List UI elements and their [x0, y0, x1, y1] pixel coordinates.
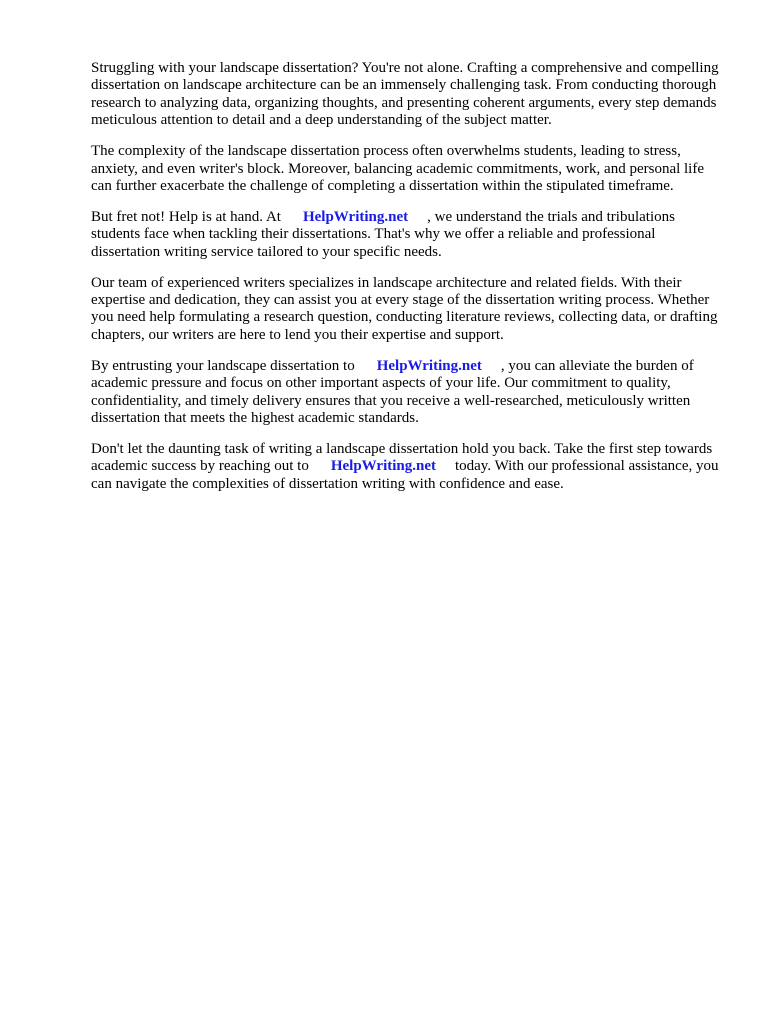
document-body — [91, 60, 723, 507]
paragraph-closing — [91, 441, 723, 493]
paragraph-entrust-text-before: By entrusting your landscape dissertation to — [91, 357, 355, 374]
helpwriting-link[interactable]: HelpWriting.net — [302, 208, 409, 225]
paragraph-closing-text-after: today. With our professional assistance, you can navigate the complexities of dissertation writing with confidence and ease. — [91, 458, 719, 492]
helpwriting-link[interactable]: HelpWriting.net — [330, 458, 436, 475]
paragraph-intro: Struggling with your landscape dissertation? You're not alone. Crafting a comprehensive and compelling dissertation on landscape architecture can be an immensely challenging task. From conducting thorough research to analyzing data, organizing thoughts, and presenting coherent arguments, every step demands meticulous attention to detail and a deep understanding of the subject matter. — [91, 60, 719, 129]
paragraph-complexity: The complexity of the landscape dissertation process often overwhelms students, leading to stress, anxiety, and even writer's block. Moreover, balancing academic commitments, work, and personal life can further exacerbate the challenge of completing a dissertation within the stipulated timeframe. — [91, 143, 705, 194]
paragraph-closing-text-before: Don't let the daunting task of writing a landscape dissertation hold you back. Take the first step towards academic success by reaching out to — [91, 440, 713, 475]
paragraph-team: Our team of experienced writers specializes in landscape architecture and related fields. With their expertise and dedication, they can assist you at every stage of the dissertation writing process. Whether you need help formulating a research question, conducting literature reviews, collecting data, or drafting chapters, our writers are here to lend you their expertise and support. — [91, 274, 718, 343]
paragraph-help-text-after: , we understand the trials and tribulations students face when tackling their dissertations. That's why we offer a reliable and professional dissertation writing service tailored to your specific needs. — [91, 208, 675, 260]
paragraph-help — [91, 209, 723, 261]
paragraph-help-text-before: But fret not! Help is at hand. At — [91, 208, 281, 225]
paragraph-entrust-text-after: , you can alleviate the burden of academic pressure and focus on other important aspects of your life. Our commitment to quality, confidentiality, and timely delivery ensures that you receive a well-researched, meticulously written dissertation that meets the highest academic standards. — [91, 357, 694, 426]
helpwriting-link[interactable]: HelpWriting.net — [376, 357, 482, 374]
paragraph-entrust — [91, 358, 723, 428]
